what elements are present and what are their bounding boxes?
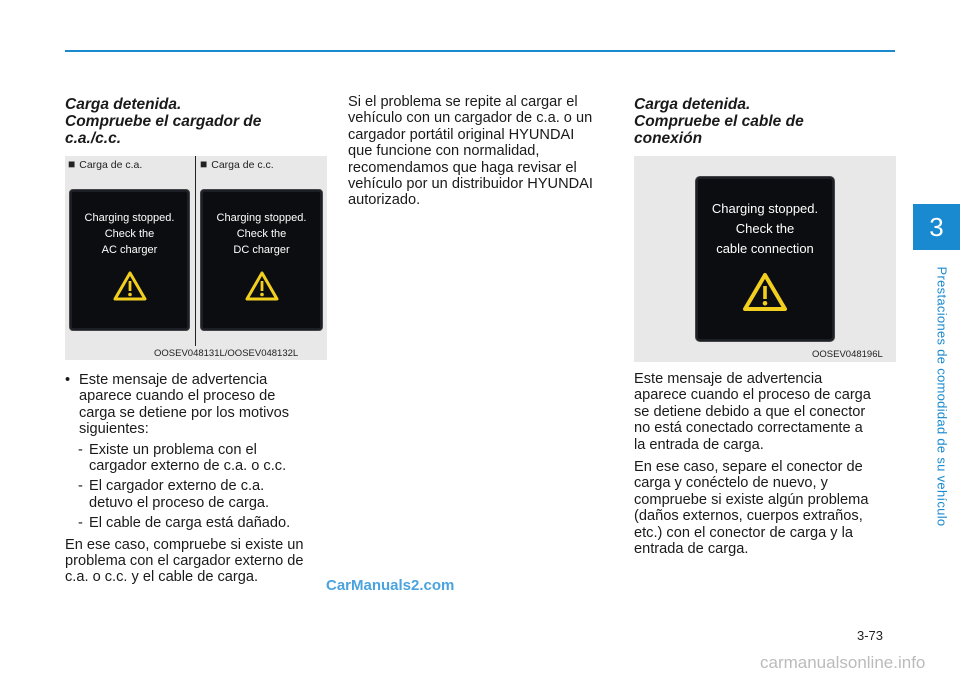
heading-line: Carga detenida. (65, 96, 182, 113)
text-line: que funcione con normalidad, (348, 143, 540, 160)
text-line: En ese caso, separe el conector de (634, 459, 863, 476)
top-rule (65, 50, 895, 52)
online-watermark[interactable]: carmanualsonline.info (760, 653, 926, 672)
black-square-icon: ■ (200, 157, 208, 171)
dash-item: - El cable de carga está dañado. (65, 515, 325, 531)
text-line: no está conectado correctamente a (634, 420, 863, 437)
text-line: problema con el cargador externo de (65, 553, 304, 570)
heading-line: c.a./c.c. (65, 130, 122, 147)
paragraph (634, 371, 896, 453)
figure-divider (195, 156, 196, 346)
heading-line: Compruebe el cable de (634, 113, 804, 130)
cable-connection-screen (695, 176, 835, 342)
text-line: carga y conéctelo de nuevo, y (634, 475, 828, 492)
text-line: carga se detiene por los motivos (79, 404, 290, 421)
screen-text: Check the (735, 221, 795, 236)
warning-triangle-icon (244, 270, 280, 302)
text-line: Existe un problema con el (89, 441, 257, 458)
section-tab: 3 (913, 204, 960, 250)
screen-text: DC charger (233, 244, 290, 256)
text-line: compruebe si existe algún problema (634, 491, 869, 508)
text-line: El cargador externo de c.a. (89, 478, 265, 495)
text-line: Este mensaje de advertencia (79, 372, 268, 388)
text-line: El cable de carga está dañado. (89, 515, 291, 532)
right-heading (634, 96, 804, 147)
ac-charger-screen (69, 189, 190, 331)
text-line: Este mensaje de advertencia (634, 371, 823, 387)
text-line: En ese caso, compruebe si existe un (65, 536, 304, 553)
text-line: recomendamos que haga revisar el (348, 159, 577, 176)
screen-text: Charging stopped. (216, 212, 307, 224)
text-line: entrada de carga. (634, 541, 749, 558)
screen-text: Charging stopped. (711, 201, 819, 216)
text-line: aparece cuando el proceso de carga (634, 387, 871, 404)
text-line: siguientes: (79, 421, 149, 438)
heading-line: Carga detenida. (634, 96, 751, 113)
text-line: detuvo el proceso de carga. (89, 494, 270, 511)
middle-paragraph (348, 94, 611, 209)
screen-text: Check the (104, 228, 155, 240)
paragraph (634, 459, 896, 557)
figure-caption: OOSEV048131L/OOSEV048132L (154, 348, 299, 359)
text-line: etc.) con el conector de carga y la (634, 524, 854, 541)
text-line: Si el problema se repite al cargar el (348, 94, 578, 110)
text-line: cargador externo de c.a. o c.c. (89, 458, 287, 475)
black-square-icon: ■ (68, 157, 76, 171)
left-heading (65, 96, 261, 147)
screen-text: Check the (236, 228, 287, 240)
carmanuals-watermark[interactable]: CarManuals2.com (326, 577, 455, 594)
screen-text: Charging stopped. (84, 212, 175, 224)
dash-item: - El cargador externo de c.a. detuvo el proceso de carga. (65, 478, 325, 511)
dc-label: ■ Carga de c.c. (200, 157, 274, 171)
text-line: c.a. o c.c. y el cable de carga. (65, 569, 259, 586)
text-line: vehículo con un cargador de c.a. o un (348, 110, 593, 127)
heading-line: Compruebe el cargador de (65, 113, 262, 130)
heading-line: conexión (634, 130, 703, 147)
text-line: la entrada de carga. (634, 436, 764, 453)
bullet-icon: • (65, 372, 71, 388)
left-body (65, 372, 325, 586)
ac-label: ■ Carga de c.a. (68, 157, 143, 171)
warning-triangle-icon (741, 271, 789, 313)
text-line: se detiene debido a que el conector (634, 403, 866, 420)
bullet-item (65, 372, 325, 438)
screen-text: cable connection (716, 241, 814, 256)
text-line: cargador portátil original HYUNDAI (348, 126, 575, 143)
text-line: autorizado. (348, 192, 421, 209)
page-number: 3-73 (857, 628, 884, 643)
chapter-title: Prestaciones de comodidad de su vehículo (934, 266, 950, 526)
dash-item: - Existe un problema con el cargador externo de c.a. o c.c. (65, 442, 325, 475)
warning-triangle-icon (112, 270, 148, 302)
screen-text: AC charger (101, 244, 158, 256)
text-line: vehículo por un distribuidor HYUNDAI (348, 176, 593, 193)
dc-charger-screen (200, 189, 323, 331)
figure-caption: OOSEV048196L (812, 349, 883, 360)
closing-paragraph (65, 537, 325, 586)
text-line: aparece cuando el proceso de (79, 388, 276, 405)
text-line: (daños externos, cuerpos extraños, (634, 508, 863, 525)
right-body (634, 371, 896, 557)
